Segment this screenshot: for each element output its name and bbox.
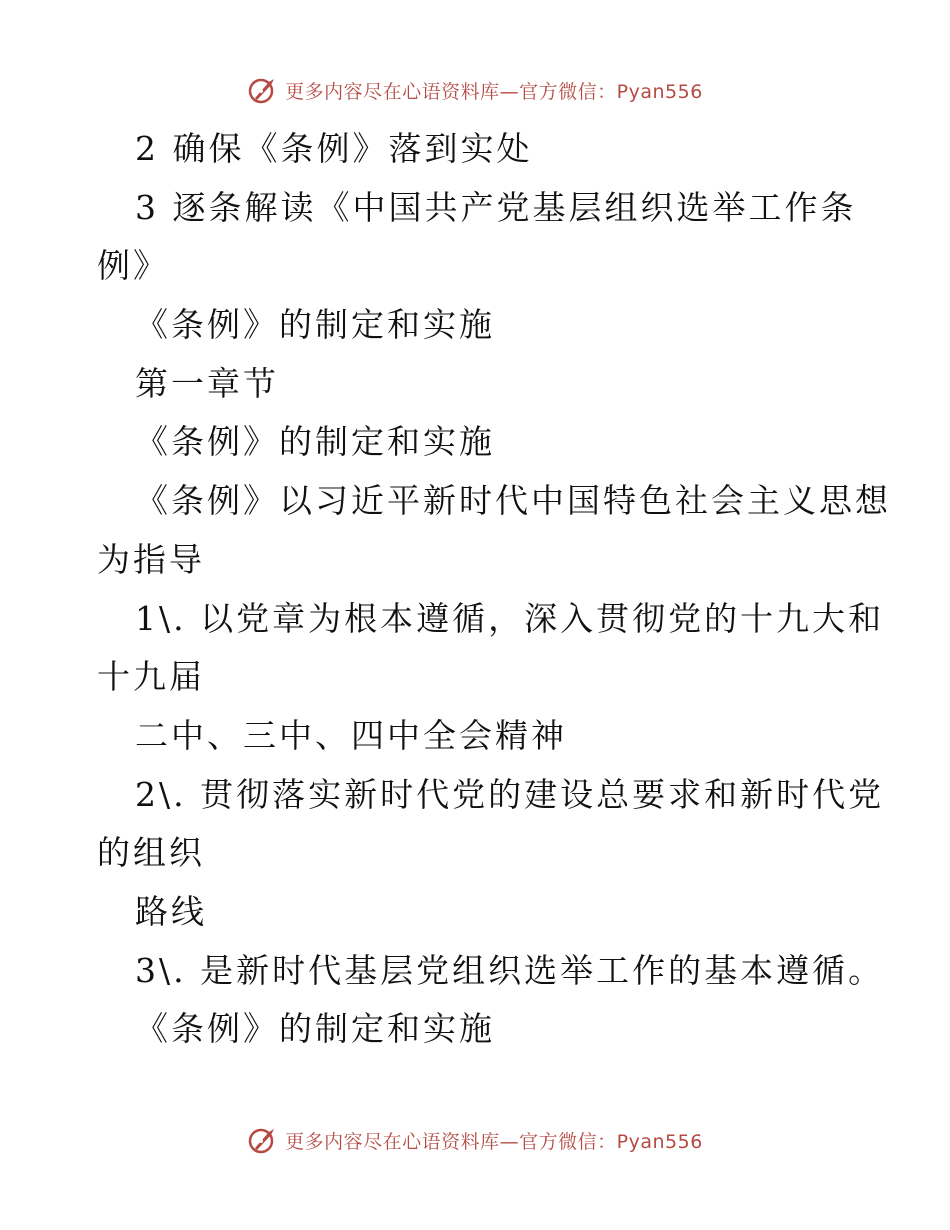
text-line: 例》 [97,246,169,286]
text-line: 十九届 [97,657,205,697]
text-line: 《条例》的制定和实施 [135,1009,495,1049]
text-line: 《条例》的制定和实施 [135,422,495,462]
watermark-text: 更多内容尽在心语资料库—官方微信：Pyan556 [285,80,703,103]
header-watermark [0,70,950,110]
text-line: 3 逐条解读《中国共产党基层组织选举工作条 [135,187,857,227]
text-line: 《条例》的制定和实施 [135,305,495,345]
text-line: 2\. 贯彻落实新时代党的建设总要求和新时代党 [135,774,885,814]
pen-nib-circle-icon [247,1124,279,1156]
text-line: 《条例》以习近平新时代中国特色社会主义思想 [135,481,891,521]
text-line: 二中、三中、四中全会精神 [135,715,567,755]
pen-nib-circle-icon [247,74,279,106]
watermark-text: 更多内容尽在心语资料库—官方微信：Pyan556 [285,1130,703,1153]
text-line: 2 确保《条例》落到实处 [135,129,533,168]
text-line: 的组织 [97,833,205,873]
text-line: 1\. 以党章为根本遵循，深入贯彻党的十九大和 [135,598,885,638]
footer-watermark [0,1120,950,1160]
text-line: 路线 [135,891,207,931]
document-body [97,120,891,1059]
text-line: 3\. 是新时代基层党组织选举工作的基本遵循。 [135,950,885,990]
text-line: 为指导 [97,539,205,579]
chapter-heading: 第一章节 [135,363,279,403]
